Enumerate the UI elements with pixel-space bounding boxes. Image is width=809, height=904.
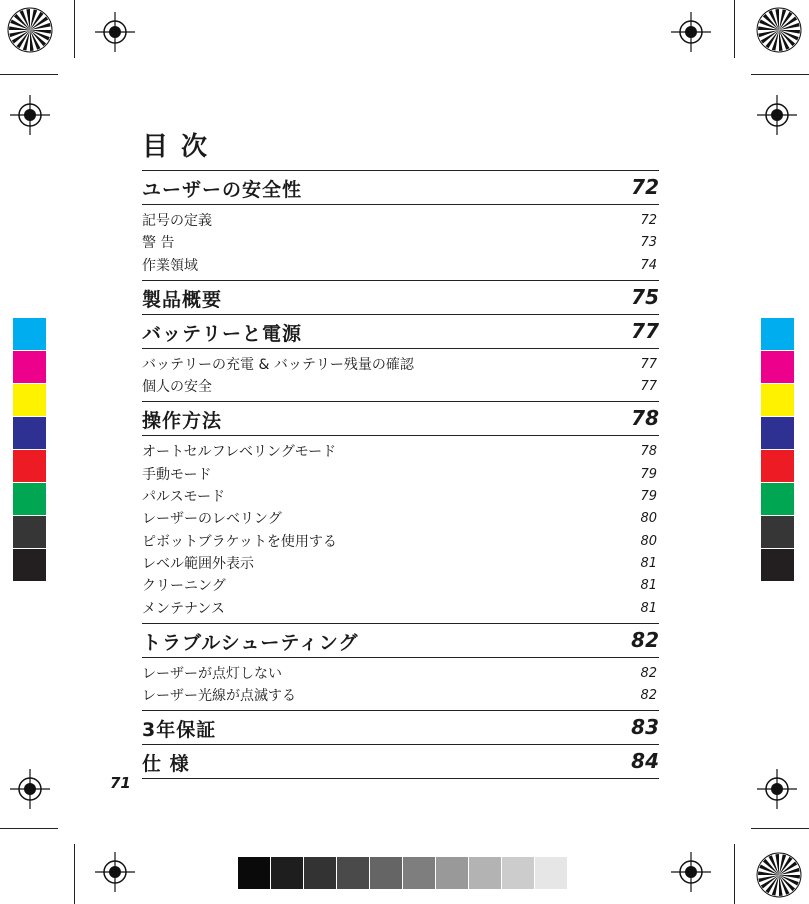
color-swatch bbox=[761, 450, 794, 483]
toc-section-page: 83 bbox=[631, 715, 659, 740]
toc-item-label: メンテナンス bbox=[142, 600, 225, 617]
registration-mark-icon bbox=[10, 95, 50, 135]
toc-item-list bbox=[142, 658, 659, 712]
toc-item-label: 警 告 bbox=[142, 235, 175, 252]
toc-item[interactable] bbox=[142, 255, 659, 277]
crop-mark bbox=[74, 844, 75, 904]
toc-item[interactable] bbox=[142, 376, 659, 398]
color-swatch bbox=[761, 318, 794, 351]
toc-item[interactable] bbox=[142, 441, 659, 463]
color-swatch bbox=[761, 351, 794, 384]
gray-swatch bbox=[502, 857, 534, 889]
grayscale-calibration-bar bbox=[238, 857, 568, 889]
toc-section[interactable] bbox=[142, 171, 659, 205]
toc-section[interactable] bbox=[142, 315, 659, 349]
toc-item[interactable] bbox=[142, 508, 659, 530]
toc-section-page: 82 bbox=[631, 627, 659, 652]
toc-item-label: バッテリーの充電 & バッテリー残量の確認 bbox=[142, 356, 414, 373]
starburst-target-icon bbox=[7, 7, 53, 53]
color-swatch bbox=[13, 516, 46, 549]
color-swatch bbox=[13, 417, 46, 450]
gray-swatch bbox=[304, 857, 336, 889]
toc-item-page: 80 bbox=[640, 533, 657, 549]
crop-mark bbox=[751, 828, 809, 829]
gray-swatch bbox=[271, 857, 303, 889]
toc-section-title: ユーザーの安全性 bbox=[142, 179, 303, 201]
toc-item-label: 手動モード bbox=[142, 466, 212, 483]
registration-mark-icon bbox=[757, 95, 797, 135]
gray-swatch bbox=[337, 857, 369, 889]
gray-swatch bbox=[469, 857, 501, 889]
color-calibration-bar-left bbox=[13, 318, 46, 582]
toc-item-page: 81 bbox=[640, 578, 657, 594]
toc-item-page: 74 bbox=[640, 257, 657, 273]
toc-section[interactable] bbox=[142, 281, 659, 315]
toc-section-page: 78 bbox=[631, 406, 659, 431]
toc-item-page: 80 bbox=[640, 511, 657, 527]
toc-item-label: レーザーが点灯しない bbox=[142, 665, 282, 682]
toc-section-page: 72 bbox=[631, 175, 659, 199]
toc-section-title: 操作方法 bbox=[142, 410, 223, 433]
toc-item[interactable] bbox=[142, 486, 659, 508]
toc-item-page: 81 bbox=[640, 600, 657, 616]
toc-body bbox=[142, 171, 659, 779]
color-swatch bbox=[13, 351, 46, 384]
crop-mark bbox=[0, 828, 58, 829]
gray-swatch bbox=[238, 857, 270, 889]
toc-item-page: 79 bbox=[640, 466, 657, 482]
toc-item[interactable] bbox=[142, 464, 659, 486]
crop-mark bbox=[734, 0, 735, 58]
toc-item-label: パルスモード bbox=[142, 489, 226, 506]
toc-item[interactable] bbox=[142, 598, 659, 620]
color-swatch bbox=[761, 417, 794, 450]
toc-item-label: 個人の安全 bbox=[142, 379, 212, 396]
gray-swatch bbox=[535, 857, 567, 889]
toc-item[interactable] bbox=[142, 354, 659, 376]
starburst-target-icon bbox=[756, 852, 802, 898]
toc-section[interactable] bbox=[142, 711, 659, 745]
color-swatch bbox=[13, 384, 46, 417]
toc-item-list bbox=[142, 349, 659, 403]
toc-item-page: 72 bbox=[640, 213, 657, 228]
crop-mark bbox=[74, 0, 75, 58]
toc-item-page: 79 bbox=[640, 489, 657, 505]
color-swatch bbox=[761, 483, 794, 516]
toc-section-title: 製品概要 bbox=[142, 288, 223, 311]
toc-item[interactable] bbox=[142, 553, 659, 575]
registration-mark-icon bbox=[671, 852, 711, 892]
toc-section-page: 75 bbox=[631, 284, 659, 309]
toc-item-label: クリーニング bbox=[142, 578, 226, 595]
toc-section-title: 仕 様 bbox=[142, 753, 190, 776]
toc-item-page: 77 bbox=[640, 379, 657, 395]
toc-section-title: トラブルシューティング bbox=[142, 631, 359, 654]
toc-section-page: 77 bbox=[631, 318, 659, 343]
toc-section-title: 3年保証 bbox=[142, 719, 217, 742]
toc-section-title: バッテリーと電源 bbox=[142, 322, 303, 345]
toc-item[interactable] bbox=[142, 232, 659, 254]
toc-item[interactable] bbox=[142, 575, 659, 597]
toc-item-list bbox=[142, 436, 659, 623]
page-number: 71 bbox=[110, 774, 131, 792]
toc-item-label: レベル範囲外表示 bbox=[142, 555, 254, 572]
toc-item[interactable] bbox=[142, 531, 659, 553]
toc-title: 目 次 bbox=[142, 130, 659, 171]
color-swatch bbox=[13, 450, 46, 483]
toc-item-page: 81 bbox=[640, 555, 657, 571]
registration-mark-icon bbox=[10, 769, 50, 809]
toc-item-page: 82 bbox=[640, 665, 657, 681]
color-swatch bbox=[761, 549, 794, 582]
registration-mark-icon bbox=[757, 769, 797, 809]
registration-mark-icon bbox=[671, 12, 711, 52]
toc-item-label: オートセルフレベリングモード bbox=[142, 444, 337, 461]
color-swatch bbox=[13, 483, 46, 516]
toc-item-label: レーザー光線が点滅する bbox=[142, 688, 296, 705]
toc-item-page: 73 bbox=[640, 235, 657, 251]
toc-item[interactable] bbox=[142, 663, 659, 685]
toc-item-list bbox=[142, 205, 659, 281]
color-swatch bbox=[13, 549, 46, 582]
gray-swatch bbox=[370, 857, 402, 889]
toc-item[interactable] bbox=[142, 685, 659, 707]
toc-section[interactable] bbox=[142, 624, 659, 658]
crop-mark bbox=[0, 74, 58, 75]
color-calibration-bar-right bbox=[761, 318, 794, 582]
starburst-target-icon bbox=[756, 7, 802, 53]
registration-mark-icon bbox=[95, 852, 135, 892]
table-of-contents bbox=[142, 130, 659, 779]
toc-item-label: ピボットブラケットを使用する bbox=[142, 533, 337, 550]
toc-section[interactable] bbox=[142, 745, 659, 779]
toc-item-page: 78 bbox=[640, 444, 657, 460]
gray-swatch bbox=[436, 857, 468, 889]
toc-item-label: 記号の定義 bbox=[142, 213, 212, 229]
gray-swatch bbox=[403, 857, 435, 889]
color-swatch bbox=[761, 516, 794, 549]
toc-item[interactable] bbox=[142, 210, 659, 232]
toc-section-page: 84 bbox=[631, 749, 659, 774]
toc-section[interactable] bbox=[142, 402, 659, 436]
color-swatch bbox=[761, 384, 794, 417]
crop-mark bbox=[734, 844, 735, 904]
registration-mark-icon bbox=[95, 12, 135, 52]
toc-item-label: レーザーのレベリング bbox=[142, 511, 282, 528]
toc-item-page: 82 bbox=[640, 688, 657, 704]
toc-item-label: 作業領域 bbox=[142, 257, 198, 274]
toc-item-page: 77 bbox=[640, 356, 657, 372]
crop-mark bbox=[751, 74, 809, 75]
color-swatch bbox=[13, 318, 46, 351]
